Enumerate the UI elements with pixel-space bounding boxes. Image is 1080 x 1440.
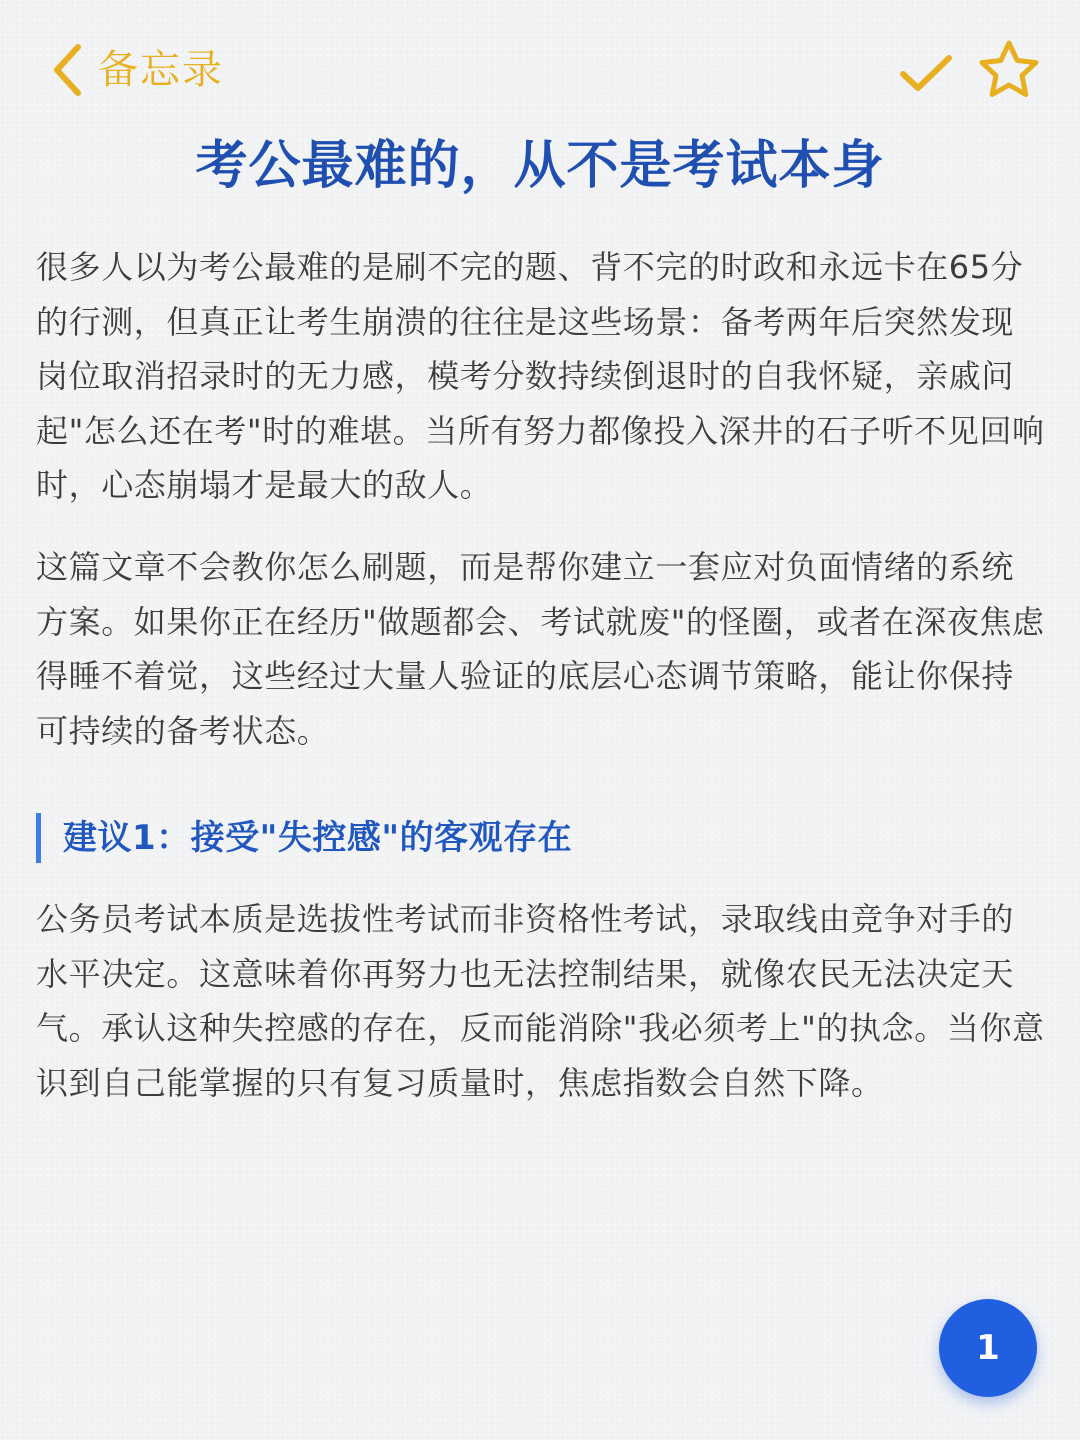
back-button[interactable]	[50, 40, 224, 100]
section-heading	[36, 812, 572, 864]
star-icon	[976, 89, 1042, 108]
section-heading-text: 建议1：接受"失控感"的客观存在	[63, 818, 573, 858]
page-number-badge: 1	[939, 1299, 1037, 1397]
section-accent-bar	[36, 813, 41, 863]
intro-paragraph: 很多人以为考公最难的是刷不完的题、背不完的时政和永远卡在65分的行测，但真正让考生崩溃的往往是这些场景：备考两年后突然发现岗位取消招录时的无力感，模考分数持续倒退时的自我怀疑，亲戚问起"怎么还在考"时的难堪。当所有努力都像投入深井的石子听不见回响时，心态崩塌才是最大的敌人。	[36, 248, 1045, 504]
article-title: 考公最难的，从不是考试本身	[195, 136, 885, 196]
purpose-paragraph: 这篇文章不会教你怎么刷题，而是帮你建立一套应对负面情绪的系统方案。如果你正在经历"做题都会、考试就废"的怪圈，或者在深夜焦虑得睡不着觉，这些经过大量人验证的底层心态调节策略，能让你保持可持续的备考状态。	[36, 548, 1045, 750]
favorite-button[interactable]	[976, 38, 1042, 104]
done-button[interactable]	[898, 46, 954, 102]
section-body-paragraph: 公务员考试本质是选拔性考试而非资格性考试，录取线由竞争对手的水平决定。这意味着你再努力也无法控制结果，就像农民无法决定天气。承认这种失控感的存在，反而能消除"我必须考上"的执念。当你意识到自己能掌握的只有复习质量时，焦虑指数会自然下降。	[36, 900, 1045, 1102]
chevron-left-icon	[50, 43, 84, 97]
checkmark-icon	[898, 87, 954, 106]
top-bar	[0, 0, 1080, 130]
back-button-label: 备忘录	[98, 47, 224, 93]
